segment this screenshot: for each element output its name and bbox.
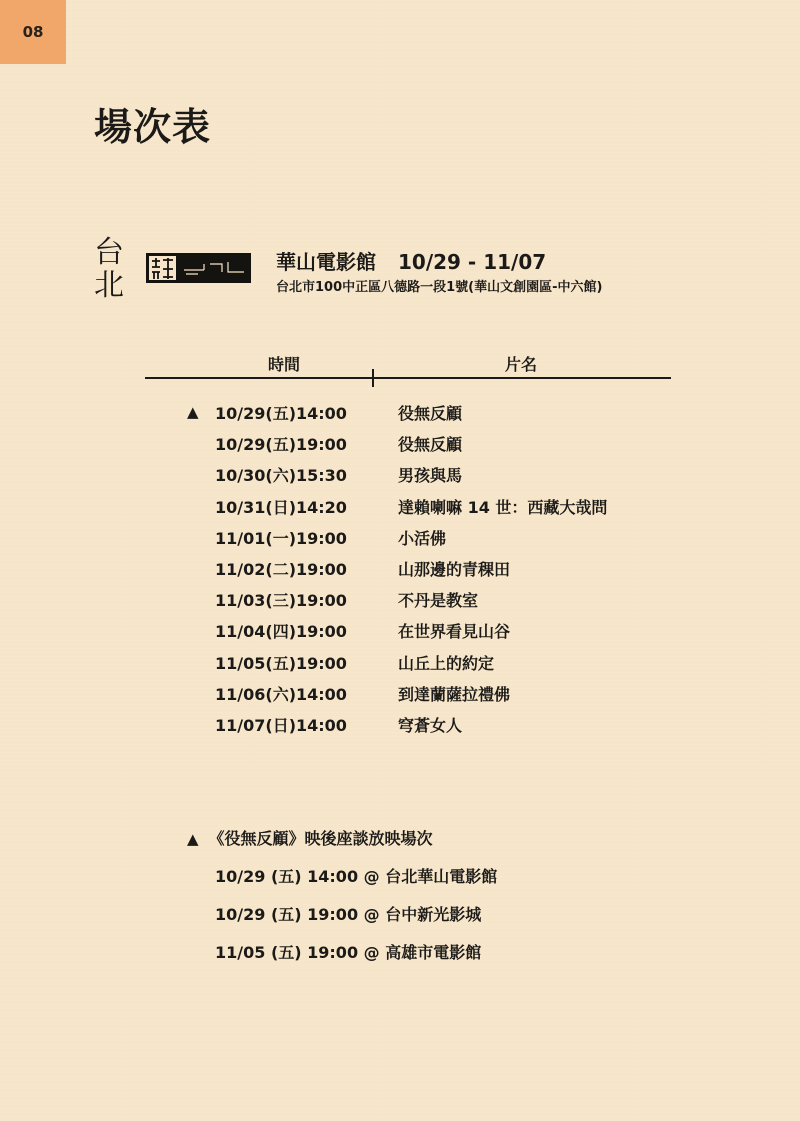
film-title: 役無反顧 <box>398 435 463 455</box>
screening-time: 11/05(五)19:00 <box>215 653 347 673</box>
film-title: 穹蒼女人 <box>398 715 463 735</box>
film-title: 山那邊的青稞田 <box>398 559 511 579</box>
page-number-tab <box>0 0 66 64</box>
city-label <box>92 236 126 302</box>
venue-dates: 10/29 - 11/07 <box>398 250 547 274</box>
film-title: 不丹是教室 <box>398 591 479 611</box>
screening-time: 11/06(六)14:00 <box>215 684 347 704</box>
table-row <box>0 682 800 713</box>
venue-address: 台北市100中正區八德路一段1號(華山文創園區-中六館) <box>276 280 603 295</box>
film-title: 小活佛 <box>398 528 447 548</box>
screening-time: 11/07(日)14:00 <box>215 715 347 735</box>
city-char-1: 台 <box>94 235 124 270</box>
film-title: 山丘上的約定 <box>398 653 495 673</box>
schedule-table <box>0 401 800 744</box>
screening-time: 11/04(四)19:00 <box>215 622 347 642</box>
triangle-marker-icon: ▲ <box>187 830 199 848</box>
table-row <box>0 526 800 557</box>
film-title: 役無反顧 <box>398 404 463 423</box>
screening-time: 10/30(六)15:30 <box>215 466 347 486</box>
table-row <box>0 432 800 463</box>
table-row <box>0 401 800 432</box>
screening-time: 10/31(日)14:20 <box>215 497 347 517</box>
table-row <box>0 495 800 526</box>
film-title: 達賴喇嘛 14 世：西藏大哉問 <box>398 497 608 517</box>
list-item: 11/05 (五) 19:00 @ 高雄市電影館 <box>215 943 482 962</box>
venue-heading <box>276 246 546 275</box>
table-row <box>0 713 800 744</box>
screening-time: 11/02(二)19:00 <box>215 559 347 579</box>
list-item: 10/29 (五) 14:00 @ 台北華山電影館 <box>215 867 498 886</box>
venue-logo <box>146 253 251 283</box>
table-row <box>0 619 800 650</box>
table-row <box>0 588 800 619</box>
screening-time: 10/29(五)19:00 <box>215 435 347 455</box>
screening-time: 10/29(五)14:00 <box>215 404 347 423</box>
talk-screenings-heading <box>187 826 433 849</box>
header-divider <box>145 377 671 379</box>
city-char-2: 北 <box>94 268 124 303</box>
screening-time: 11/01(一)19:00 <box>215 528 347 548</box>
film-title: 在世界看見山谷 <box>398 622 511 642</box>
table-row <box>0 557 800 588</box>
screening-time: 11/03(三)19:00 <box>215 591 347 611</box>
page-number: 08 <box>22 23 44 41</box>
talk-screenings-list <box>215 864 497 978</box>
film-title: 到達蘭薩拉禮佛 <box>398 684 511 704</box>
post-screening-talk-marker: ▲ <box>187 403 199 421</box>
page-title: 場次表 <box>94 104 212 149</box>
column-header-time: 時間 <box>268 355 301 374</box>
venue-name: 華山電影館 <box>276 250 376 274</box>
table-row <box>0 651 800 682</box>
talk-screenings-title: 《役無反顧》映後座談放映場次 <box>208 829 433 848</box>
header-column-tick <box>372 369 374 387</box>
column-header-film: 片名 <box>505 355 538 374</box>
film-title: 男孩與馬 <box>398 466 463 486</box>
table-row <box>0 463 800 494</box>
list-item: 10/29 (五) 19:00 @ 台中新光影城 <box>215 905 482 924</box>
